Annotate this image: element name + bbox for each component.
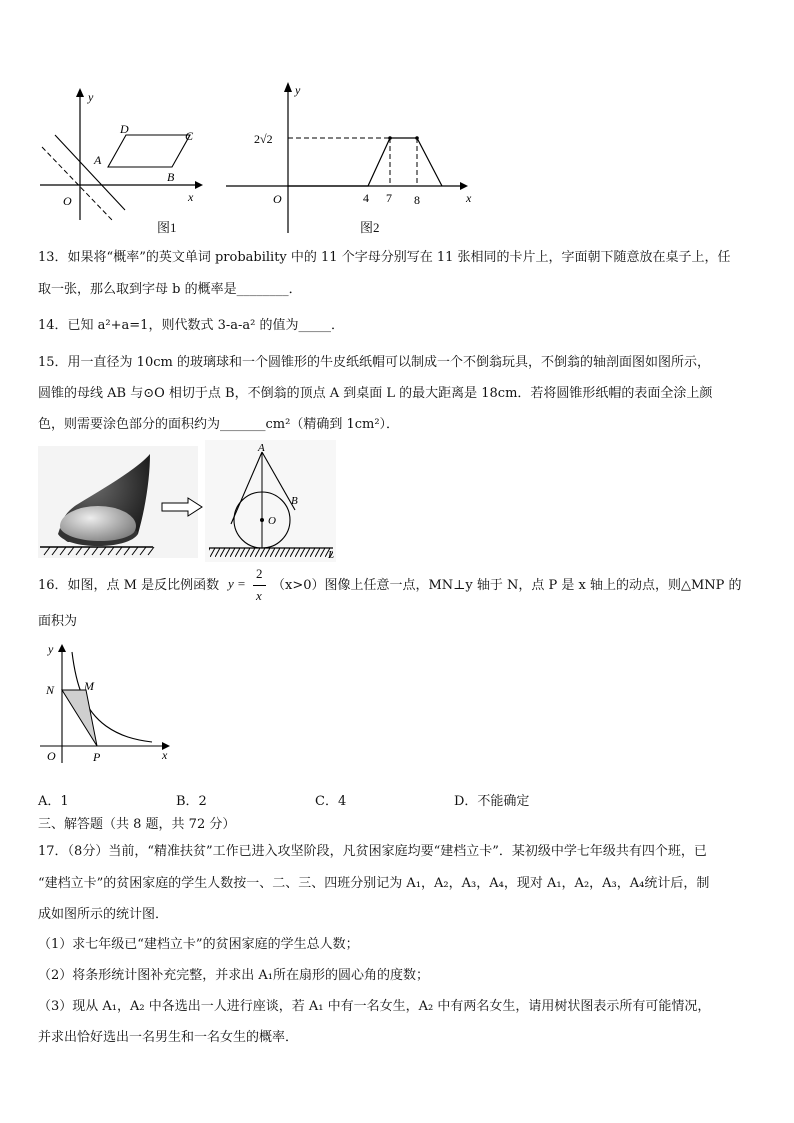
q16-fraction-bar: [253, 585, 266, 586]
y-axis-arrow: [76, 88, 84, 97]
label-2sqrt2: 2√2: [254, 132, 273, 146]
label-a: A: [94, 153, 102, 167]
label-a: A: [258, 442, 265, 454]
transform-arrow: [160, 496, 204, 518]
figure-2-caption: 图2: [360, 220, 380, 235]
figure-1: [30, 85, 210, 240]
tick-8: 8: [414, 193, 420, 207]
q17-sub3-line1: （3）现从 A₁，A₂ 中各选出一人进行座谈，若 A₁ 中有一名女生，A₂ 中有两名女生，请用树状图表示所有可能情况，: [38, 999, 711, 1014]
label-m: M: [84, 679, 94, 693]
label-o: O: [273, 192, 282, 206]
q17-line3: 成如图所示的统计图．: [38, 907, 169, 922]
triangle-mnp: [62, 690, 97, 746]
label-y: y: [48, 642, 54, 656]
label-n: N: [46, 683, 55, 697]
q16-func-num: 2: [256, 566, 263, 581]
label-o: O: [47, 749, 56, 763]
q17-line1: 17．（8分）当前，“精准扶贫”工作已进入攻坚阶段，凡贫困家庭均要“建档立卡”．某初级中学七年级共有四个班，已: [38, 844, 707, 859]
label-x: x: [466, 191, 472, 205]
label-x: x: [188, 190, 194, 204]
q16-line2: 面积为: [38, 614, 78, 629]
q15-line1: 15．用一直径为 10cm 的玻璃球和一个圆锥形的牛皮纸纸帽可以制成一个不倒翁玩具，不倒翁的轴剖面图如图所示，: [38, 355, 710, 370]
q17-sub3-line2: 并求出恰好选出一名男生和一名女生的概率．: [38, 1030, 299, 1045]
y-axis-arrow: [58, 644, 66, 652]
y-axis-arrow: [284, 82, 292, 92]
q13-line1: 13．如果将“概率”的英文单词 probability 中的 11 个字母分别写在 11 张相同的卡片上，字面朝下随意放在桌子上，任: [38, 250, 731, 265]
label-b: B: [167, 170, 175, 184]
q16-line1: [38, 576, 219, 596]
section-3-title: 三、解答题（共 8 题，共 72 分）: [38, 817, 236, 832]
q16-line1-pre: 16．如图，点 M 是反比例函数: [38, 578, 220, 593]
label-p: P: [93, 750, 101, 764]
q16-option-c[interactable]: C．4: [315, 794, 347, 809]
tick-7: 7: [386, 191, 392, 205]
center-o: [260, 518, 264, 522]
figure-2: [222, 78, 482, 240]
label-y: y: [88, 90, 94, 104]
label-c: C: [185, 129, 194, 143]
function-graph: [288, 138, 442, 186]
label-o: O: [268, 515, 276, 527]
label-d: D: [120, 122, 129, 136]
tick-4: 4: [363, 191, 369, 205]
label-y: y: [295, 83, 301, 97]
figure-1-caption: 图1: [157, 220, 177, 235]
label-o: O: [63, 194, 72, 208]
label-b: B: [291, 495, 298, 507]
q16-func-den: x: [256, 588, 262, 603]
q17-line2: “建档立卡”的贫困家庭的学生人数按一、二、三、四班分别记为 A₁，A₂，A₃，A₄，现对 A₁，A₂，A₃，A₄统计后，制: [38, 876, 710, 891]
q14-line1: 14．已知 a²+a=1，则代数式 3-a-a² 的值为_____．: [38, 318, 344, 333]
q16-option-a[interactable]: A．1: [38, 794, 69, 809]
q16-option-d[interactable]: D．不能确定: [454, 794, 530, 809]
q17-sub2: （2）将条形统计图补充完整，并求出 A₁所在扇形的圆心角的度数；: [38, 968, 430, 983]
q13-line2: 取一张，那么取到字母 b 的概率是________．: [38, 282, 302, 297]
x-axis-arrow: [460, 182, 468, 190]
q16-figure: [40, 640, 180, 765]
label-l: L: [328, 549, 335, 561]
q16-option-b[interactable]: B．2: [176, 794, 207, 809]
cross-section-diagram: [205, 440, 350, 562]
q15-line3: 色，则需要涂色部分的面积约为_______cm²（精确到 1cm²）．: [38, 417, 400, 432]
point-7: [388, 136, 392, 140]
label-x: x: [162, 748, 168, 762]
q17-sub1: （1）求七年级已“建档立卡”的贫困家庭的学生总人数；: [38, 937, 359, 952]
x-axis-arrow: [195, 181, 203, 189]
point-8: [415, 136, 419, 140]
parallelogram-abcd: [108, 135, 190, 167]
q16-func-lhs: y =: [228, 576, 246, 591]
q16-line1-post: （x>0）图像上任意一点，MN⊥y 轴于 N，点 P 是 x 轴上的动点，则△MNP 的: [272, 578, 742, 593]
q15-line2: 圆锥的母线 AB 与⊙O 相切于点 B，不倒翁的顶点 A 到桌面 L 的最大距离是 18cm．若将圆锥形纸帽的表面全涂上颜: [38, 386, 713, 401]
